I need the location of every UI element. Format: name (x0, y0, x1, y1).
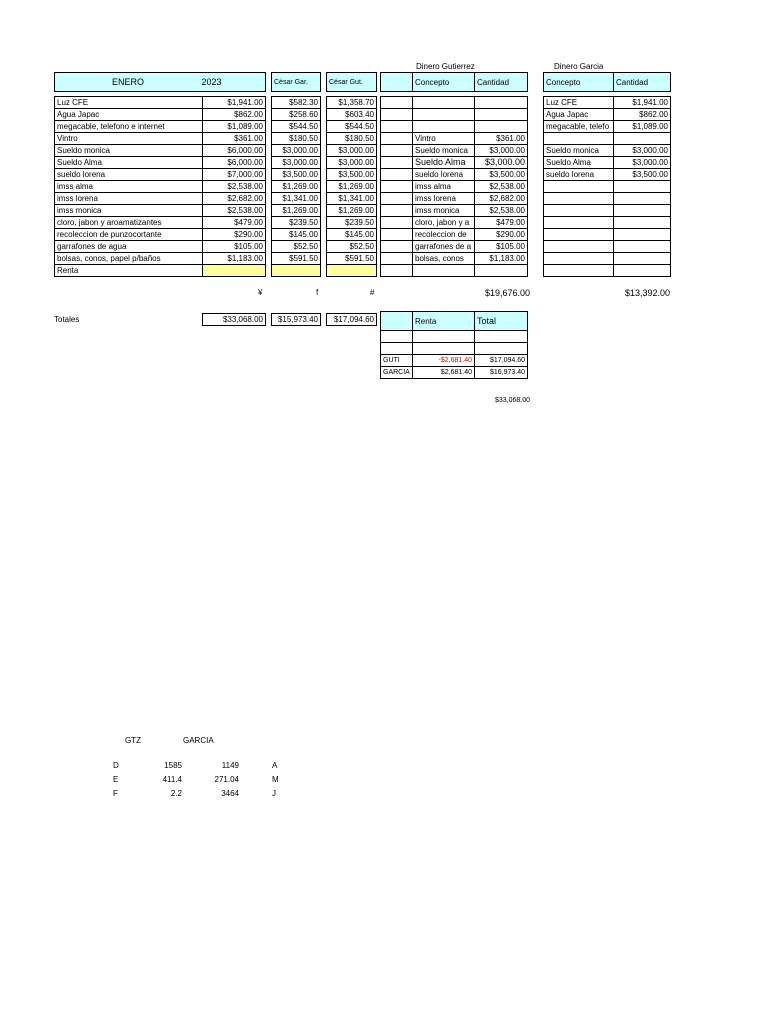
gut-row-cantidad[interactable]: $105.00 (475, 241, 528, 253)
garcia-renta-total[interactable]: $16,973.40 (475, 367, 528, 379)
main-row-total[interactable]: $2,538.00 (203, 205, 266, 217)
main-row-label[interactable]: Vintro (55, 133, 203, 145)
gut-row-concepto[interactable]: Vintro (413, 133, 475, 145)
main-row-gut[interactable]: $3,500.00 (327, 169, 377, 181)
table-row (381, 241, 528, 253)
totales-total[interactable]: $33,068.00 (203, 314, 266, 326)
gar-row-cantidad[interactable]: $862.00 (614, 109, 671, 121)
dinero-gutierrez-label: Dinero Gutierrez (416, 62, 475, 71)
bottom-row-gtz: 1585 (164, 761, 182, 770)
gut-row-concepto[interactable]: bolsas, conos (413, 253, 475, 265)
gar-row-cantidad[interactable] (614, 205, 671, 217)
gut-blank-cell[interactable] (381, 133, 413, 145)
table-row (544, 133, 671, 145)
gar-row-concepto[interactable]: Luz CFE (544, 97, 614, 109)
bottom-row-gtz: 411.4 (162, 775, 182, 784)
gut-row-cantidad[interactable]: $2,682.00 (475, 193, 528, 205)
main-row-label[interactable]: bolsas, conos, papel p/baños (55, 253, 203, 265)
gut-col-concepto[interactable]: Concepto (413, 73, 475, 92)
main-row-total[interactable]: $1,941.00 (203, 97, 266, 109)
table-row (381, 97, 528, 109)
garcia-table (543, 72, 671, 277)
gar-row-cantidad[interactable]: $1,941.00 (614, 97, 671, 109)
table-row (381, 229, 528, 241)
gut-row-concepto[interactable]: garrafones de a (413, 241, 475, 253)
main-row-total[interactable]: $105.00 (203, 241, 266, 253)
main-row-gar[interactable]: $3,500.00 (272, 169, 321, 181)
gar-row-concepto[interactable] (544, 217, 614, 229)
table-row (544, 241, 671, 253)
table-row (544, 145, 671, 157)
table-row (55, 109, 377, 121)
table-row (544, 229, 671, 241)
gut-row-cantidad[interactable]: $3,000.00 (475, 145, 528, 157)
main-row-label[interactable]: imss lorena (55, 193, 203, 205)
bottom-row-gtz: 2.2 (170, 789, 182, 798)
gut-row-cantidad[interactable]: $3,500.00 (475, 169, 528, 181)
gar-row-concepto[interactable] (544, 193, 614, 205)
guti-label[interactable]: GUTI (381, 355, 413, 367)
main-row-gar[interactable]: $3,000.00 (272, 157, 321, 169)
gar-row-concepto[interactable] (544, 205, 614, 217)
main-row-total[interactable]: $479.00 (203, 217, 266, 229)
bottom-row-garcia: 1149 (221, 761, 239, 770)
bottom-row-garcia: 3464 (221, 789, 239, 798)
main-row-gar[interactable]: $180.50 (272, 133, 321, 145)
table-row (55, 97, 377, 109)
gut-row-concepto[interactable] (413, 265, 475, 277)
gut-row-concepto[interactable] (413, 109, 475, 121)
main-row-gut[interactable]: $1,269.00 (327, 181, 377, 193)
table-row (544, 169, 671, 181)
gar-row-cantidad[interactable] (614, 253, 671, 265)
renta-empty-cell[interactable] (475, 343, 528, 355)
gut-row-cantidad[interactable]: $361.00 (475, 133, 528, 145)
main-row-label[interactable]: Luz CFE (55, 97, 203, 109)
main-row-gut[interactable]: $603.40 (327, 109, 377, 121)
renta-empty-cell[interactable] (413, 331, 475, 343)
gar-row-cantidad[interactable] (614, 241, 671, 253)
gut-row-cantidad[interactable] (475, 97, 528, 109)
garcia-total: $13,392.00 (624, 288, 670, 298)
table-row (544, 205, 671, 217)
main-row-gut[interactable]: $3,000.00 (327, 157, 377, 169)
gut-blank-cell[interactable] (381, 205, 413, 217)
renta-col-total[interactable]: Total (475, 312, 528, 331)
gut-row-concepto[interactable] (413, 97, 475, 109)
table-row (55, 253, 377, 265)
gut-row-concepto[interactable] (413, 121, 475, 133)
main-row-label[interactable]: garrafones de agua (55, 241, 203, 253)
table-row (55, 169, 377, 181)
gut-blank-cell[interactable] (381, 193, 413, 205)
main-row-total[interactable]: $2,538.00 (203, 181, 266, 193)
totales-label: Totales (54, 315, 80, 324)
totales-table (202, 313, 377, 326)
gut-blank-cell[interactable] (381, 217, 413, 229)
gut-blank-cell[interactable] (381, 109, 413, 121)
gar-row-concepto[interactable]: Sueldo monica (544, 145, 614, 157)
main-row-label[interactable]: Agua Japac (55, 109, 203, 121)
main-row-gar[interactable]: $582.30 (272, 97, 321, 109)
main-row-total[interactable]: $6,000.00 (203, 157, 266, 169)
main-row-gar[interactable]: $591.50 (272, 253, 321, 265)
main-row-total[interactable]: $7,000.00 (203, 169, 266, 181)
renta-empty-cell[interactable] (413, 343, 475, 355)
gar-row-concepto[interactable] (544, 265, 614, 277)
gut-blank-cell[interactable] (381, 157, 413, 169)
gut-row-cantidad[interactable]: $479.00 (475, 217, 528, 229)
gar-row-cantidad[interactable] (614, 265, 671, 277)
renta-empty-cell[interactable] (381, 343, 413, 355)
main-row-gut[interactable]: $145.00 (327, 229, 377, 241)
gar-row-cantidad[interactable] (614, 193, 671, 205)
table-row (55, 145, 377, 157)
main-row-gut[interactable]: $544.50 (327, 121, 377, 133)
gar-row-concepto[interactable]: sueldo lorena (544, 169, 614, 181)
table-row (544, 193, 671, 205)
table-row (55, 121, 377, 133)
main-row-total[interactable]: $290.00 (203, 229, 266, 241)
main-row-total[interactable]: $6,000.00 (203, 145, 266, 157)
bottom-row-key: D (113, 761, 119, 770)
table-row (544, 217, 671, 229)
main-row-label[interactable]: megacable, telefono e internet (55, 121, 203, 133)
main-row-gut[interactable]: $52.50 (327, 241, 377, 253)
bottom-row-key: E (113, 775, 119, 784)
gut-blank-cell[interactable] (381, 229, 413, 241)
gut-row-cantidad[interactable] (475, 121, 528, 133)
gar-row-cantidad[interactable]: $3,500.00 (614, 169, 671, 181)
main-row-gut[interactable]: $591.50 (327, 253, 377, 265)
main-row-total[interactable]: $1,183.00 (203, 253, 266, 265)
main-row-gut[interactable]: $1,358.70 (327, 97, 377, 109)
table-row (55, 193, 377, 205)
table-row (544, 157, 671, 169)
gut-row-concepto[interactable]: cloro, jabon y a (413, 217, 475, 229)
main-row-gut[interactable]: $1,269.00 (327, 205, 377, 217)
table-row (381, 181, 528, 193)
renta-col-renta[interactable]: Renta (413, 312, 475, 331)
main-row-gut[interactable]: $239.50 (327, 217, 377, 229)
gut-row-cantidad[interactable] (475, 109, 528, 121)
main-row-gar[interactable] (272, 265, 321, 277)
gar-row-cantidad[interactable] (614, 229, 671, 241)
col-cesar-gar[interactable]: César Gar. (272, 73, 321, 92)
gar-row-cantidad[interactable]: $3,000.00 (614, 145, 671, 157)
renta-table (380, 311, 528, 379)
main-row-gar[interactable]: $145.00 (272, 229, 321, 241)
table-row (381, 109, 528, 121)
bottom-header-gtz: GTZ (125, 736, 141, 745)
main-row-gut[interactable] (327, 265, 377, 277)
gut-row-concepto[interactable]: imss lorena (413, 193, 475, 205)
table-row (544, 121, 671, 133)
gar-row-concepto[interactable] (544, 181, 614, 193)
renta-blank-header (381, 312, 413, 331)
col-cesar-gut[interactable]: César Gut. (327, 73, 377, 92)
table-row (381, 205, 528, 217)
gut-row-concepto[interactable]: recoleccion de (413, 229, 475, 241)
gar-col-concepto[interactable]: Concepto (544, 73, 614, 92)
gut-blank-cell[interactable] (381, 253, 413, 265)
gut-row-concepto[interactable]: imss monica (413, 205, 475, 217)
main-row-total[interactable]: $361.00 (203, 133, 266, 145)
gar-row-cantidad[interactable] (614, 133, 671, 145)
month-year-header[interactable] (55, 73, 266, 92)
year-label: 2023 (201, 76, 222, 87)
dinero-garcia-label: Dinero Garcia (554, 62, 604, 71)
gar-col-cantidad[interactable]: Cantidad (614, 73, 671, 92)
gut-blank-cell[interactable] (381, 121, 413, 133)
garcia-renta[interactable]: $2,681.40 (413, 367, 475, 379)
table-row (381, 217, 528, 229)
table-row (381, 133, 528, 145)
main-row-gut[interactable]: $180.50 (327, 133, 377, 145)
table-row (544, 97, 671, 109)
gar-row-concepto[interactable]: Sueldo Alma (544, 157, 614, 169)
main-row-total[interactable]: $862.00 (203, 109, 266, 121)
main-row-gar[interactable]: $1,341.00 (272, 193, 321, 205)
totales-gar[interactable]: $15,973.40 (272, 314, 321, 326)
table-row (55, 217, 377, 229)
totales-gut[interactable]: $17,094.60 (327, 314, 377, 326)
table-row (55, 181, 377, 193)
main-row-gut[interactable]: $3,000.00 (327, 145, 377, 157)
guti-renta[interactable]: -$2,681.40 (413, 355, 475, 367)
gut-row-cantidad[interactable]: $290.00 (475, 229, 528, 241)
bottom-row-suffix: J (272, 789, 276, 798)
gut-blank-cell[interactable] (381, 181, 413, 193)
main-expense-table (54, 72, 377, 277)
table-row (381, 169, 528, 181)
main-row-label[interactable]: imss monica (55, 205, 203, 217)
gut-row-concepto[interactable]: imss alma (413, 181, 475, 193)
table-row (381, 157, 528, 169)
table-row (55, 133, 377, 145)
gar-row-cantidad[interactable]: $1,089.00 (614, 121, 671, 133)
main-row-gar[interactable]: $1,269.00 (272, 181, 321, 193)
bottom-row-garcia: 271.04 (214, 775, 239, 784)
bottom-row-key: F (113, 789, 118, 798)
gut-row-cantidad[interactable]: $2,538.00 (475, 205, 528, 217)
table-row (381, 121, 528, 133)
main-row-total[interactable]: $2,682.00 (203, 193, 266, 205)
gut-blank-cell[interactable] (381, 265, 413, 277)
main-row-label[interactable]: Renta (55, 265, 203, 277)
footer-mark-gar: f (316, 288, 319, 297)
table-row (381, 265, 528, 277)
gut-row-concepto[interactable]: Sueldo Alma (413, 157, 475, 169)
guti-total[interactable]: $17,094.60 (475, 355, 528, 367)
gar-row-cantidad[interactable]: $3,000.00 (614, 157, 671, 169)
main-row-label[interactable]: Sueldo monica (55, 145, 203, 157)
table-row (55, 205, 377, 217)
main-row-gar[interactable]: $3,000.00 (272, 145, 321, 157)
gut-row-cantidad[interactable] (475, 265, 528, 277)
main-row-label[interactable]: Sueldo Alma (55, 157, 203, 169)
garcia-label[interactable]: GARCIA (381, 367, 413, 379)
main-row-gar[interactable]: $239.50 (272, 217, 321, 229)
bottom-row-suffix: A (272, 761, 278, 770)
main-row-label[interactable]: recoleccion de punzocortante (55, 229, 203, 241)
table-row (381, 145, 528, 157)
gar-row-concepto[interactable] (544, 253, 614, 265)
gar-row-cantidad[interactable] (614, 181, 671, 193)
table-row (544, 109, 671, 121)
gar-row-concepto[interactable]: megacable, telefo (544, 121, 614, 133)
gar-row-concepto[interactable] (544, 229, 614, 241)
bottom-row-suffix: M (272, 775, 279, 784)
gar-row-concepto[interactable]: Agua Japac (544, 109, 614, 121)
main-row-gar[interactable]: $258.60 (272, 109, 321, 121)
main-row-total[interactable]: $1,089.00 (203, 121, 266, 133)
table-row (544, 181, 671, 193)
table-row (544, 253, 671, 265)
table-row (55, 157, 377, 169)
gut-blank-header (381, 73, 413, 92)
main-row-label[interactable]: cloro, jabon y aroamatizantes (55, 217, 203, 229)
footer-mark-total: ¥ (258, 288, 263, 297)
footer-mark-gut: # (370, 288, 375, 297)
bottom-header-garcia: GARCIA (183, 736, 214, 745)
main-row-gar[interactable]: $52.50 (272, 241, 321, 253)
main-row-gar[interactable]: $1,269.00 (272, 205, 321, 217)
renta-empty-cell[interactable] (381, 331, 413, 343)
table-row (55, 241, 377, 253)
gar-row-concepto[interactable] (544, 241, 614, 253)
gut-blank-cell[interactable] (381, 145, 413, 157)
gar-row-concepto[interactable] (544, 133, 614, 145)
main-row-gut[interactable]: $1,341.00 (327, 193, 377, 205)
gar-row-cantidad[interactable] (614, 217, 671, 229)
gut-blank-cell[interactable] (381, 241, 413, 253)
gut-row-concepto[interactable]: sueldo lorena (413, 169, 475, 181)
table-row (381, 253, 528, 265)
grand-total: $33,068.00 (494, 397, 530, 404)
gut-row-cantidad[interactable]: $2,538.00 (475, 181, 528, 193)
gut-row-cantidad[interactable]: $3,000.00 (475, 157, 528, 169)
gutierrez-table (380, 72, 528, 277)
gut-row-concepto[interactable]: Sueldo monica (413, 145, 475, 157)
gutierrez-total: $19,676.00 (484, 288, 530, 298)
table-row (544, 265, 671, 277)
table-row (55, 265, 377, 277)
main-row-label[interactable]: sueldo lorena (55, 169, 203, 181)
table-row (381, 193, 528, 205)
main-row-total[interactable] (203, 265, 266, 277)
main-row-gar[interactable]: $544.50 (272, 121, 321, 133)
gut-blank-cell[interactable] (381, 169, 413, 181)
gut-blank-cell[interactable] (381, 97, 413, 109)
main-row-label[interactable]: imss alma (55, 181, 203, 193)
month-label: ENERO (112, 76, 145, 87)
gut-row-cantidad[interactable]: $1,183.00 (475, 253, 528, 265)
gut-col-cantidad[interactable]: Cantidad (475, 73, 528, 92)
renta-empty-cell[interactable] (475, 331, 528, 343)
table-row (55, 229, 377, 241)
